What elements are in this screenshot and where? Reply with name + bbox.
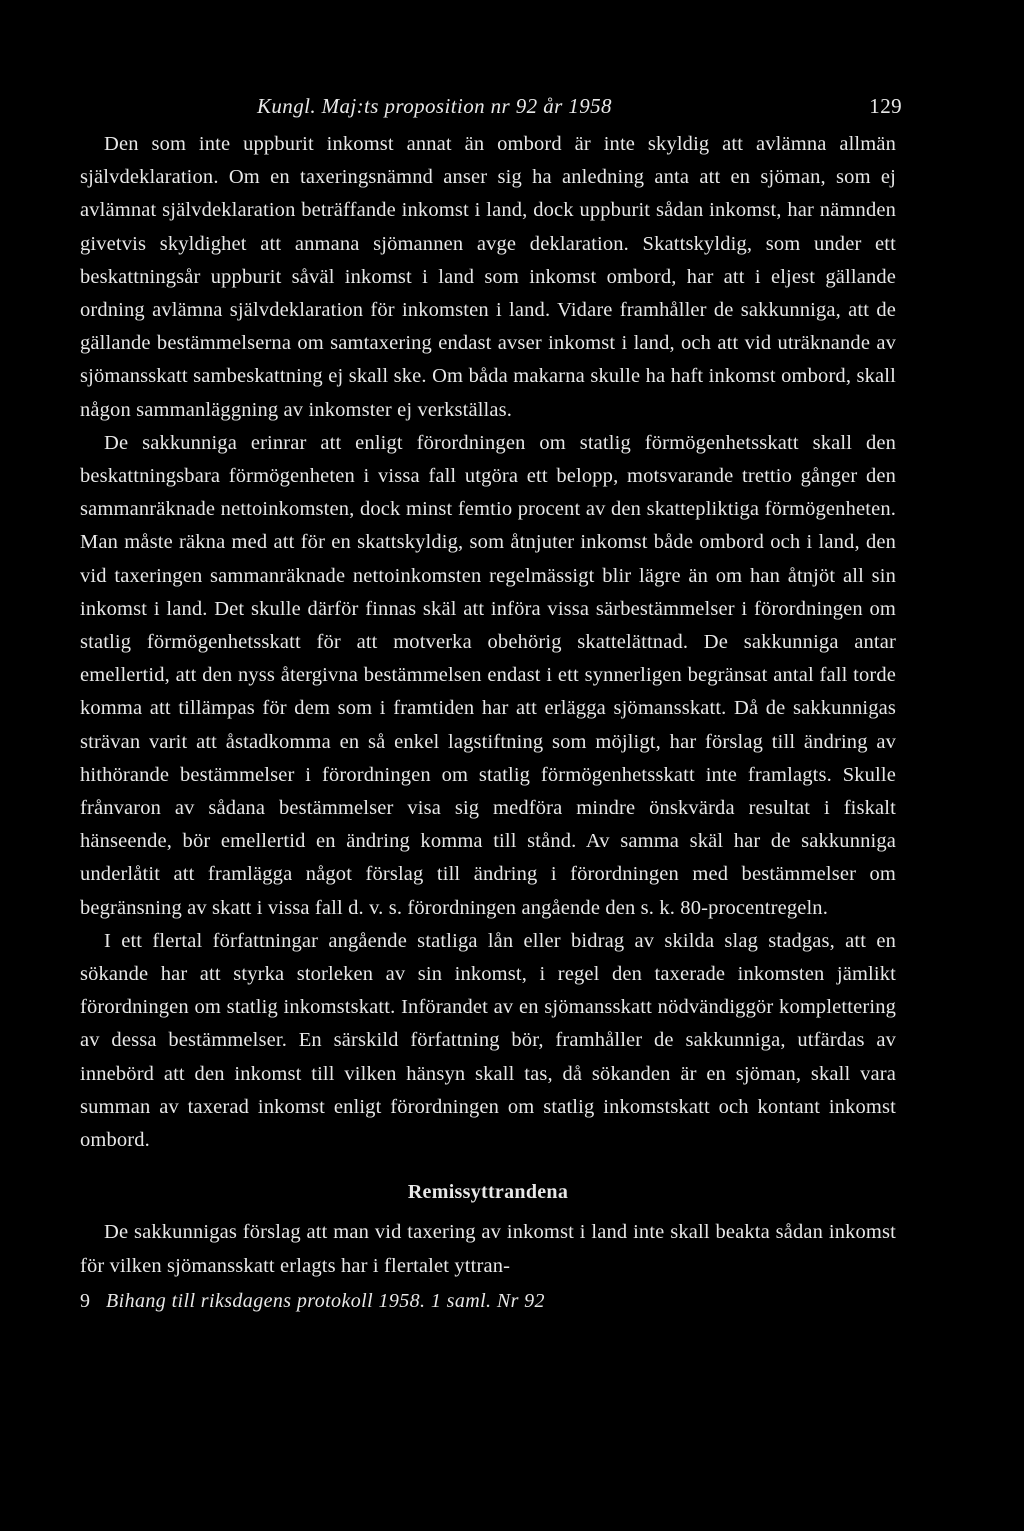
- paragraph-wealth-tax: De sakkunniga erinrar att enligt förordningen om statlig förmögenhetsskatt skall den beskattningsbara förmögenheten i vissa fall utgöra ett belopp, motsvarande trettio gånger den sammanräknade nettoinkomsten, dock minst femtio procent av den skattepliktiga förmögenheten. Man måste räkna med att för en skattskyldig, som åtnjuter inkomst både ombord och i land, den vid taxeringen sammanräknade nettoinkomsten regelmässigt blir lägre än om han åtnjöt all sin inkomst i land. Det skulle därför finnas skäl att införa vissa särbestämmelser i förordningen om statlig förmögenhetsskatt för att motverka obehörig skattelättnad. De sakkunniga antar emellertid, att den nyss återgivna bestämmelsen endast i ett synnerligen begränsat antal fall torde komma att tillämpas för dem som i framtiden har att erlägga sjömansskatt. Då de sakkunnigas strävan varit att åstadkomma en så enkel lagstiftning som möjligt, har förslag till ändring av hithörande bestämmelser i förordningen om statlig förmögenhetsskatt inte framlagts. Skulle frånvaron av sådana bestämmelser visa sig medföra mindre önskvärda resultat i fiskalt hänseende, bör emellertid en ändring komma till stånd. Av samma skäl har de sakkunniga underlåtit att framlägga något förslag till ändring i förordningen med bestämmelser om begränsning av skatt i vissa fall d. v. s. förordningen angående den s. k. 80-procentregeln.: [80, 431, 896, 919]
- section-heading: Remissyttrandena: [407, 1181, 569, 1204]
- page-number: 129: [869, 94, 902, 118]
- paragraph-tax-declaration: Den som inte uppburit inkomst annat än ombord är inte skyldig att avlämna allmän självdeklaration. Om en taxeringsnämnd anser sig ha anledning anta att en sjöman, som ej avlämnat självdeklaration beträffande inkomst i land, dock uppburit sådan inkomst, har nämnden givetvis skyldighet att anmana sjömannen avge deklaration. Skattskyldig, som under ett beskattningsår uppburit såväl inkomst i land som inkomst ombord, har att i eljest gällande ordning avlämna självdeklaration för inkomsten i land. Vidare framhåller de sakkunniga, att de gällande bestämmelserna om samtaxering endast avser inkomst i land, och att vid uträknande av sjömansskatt sambeskattning ej skall ske. Om båda makarna skulle ha haft inkomst ombord, skall någon sammanläggning av inkomster ej verkställas.: [80, 133, 896, 421]
- document-page: [80, 86, 902, 1315]
- page-footer: [80, 1287, 896, 1315]
- source-citation: Bihang till riksdagens protokoll 1958. 1 saml. Nr 92: [106, 1289, 545, 1312]
- page-header: [80, 86, 902, 126]
- signature-number: 9: [80, 1289, 91, 1312]
- paragraph-remiss: De sakkunnigas förslag att man vid taxering av inkomst i land inte skall beakta sådan inkomst för vilken sjömansskatt erlagts har i flertalet yttran-: [80, 1221, 896, 1277]
- paragraph-loans-grants: I ett flertal författningar angående statliga lån eller bidrag av skilda slag stadgas, att en sökande har att styrka storleken av sin inkomst, i regel den taxerade inkomsten jämlikt förordningen om statlig inkomstskatt. Införandet av en sjömansskatt nödvändiggör komplettering av dessa bestämmelser. En särskild författning bör, framhåller de sakkunniga, utfärdas av innebörd att den inkomst till vilken hänsyn skall tas, då sökanden är en sjöman, skall vara summan av taxerad inkomst enligt förordningen om statlig inkomstskatt och kontant inkomst ombord.: [80, 929, 896, 1152]
- running-title: Kungl. Maj:ts proposition nr 92 år 1958: [257, 94, 612, 118]
- body-text: [80, 128, 896, 1283]
